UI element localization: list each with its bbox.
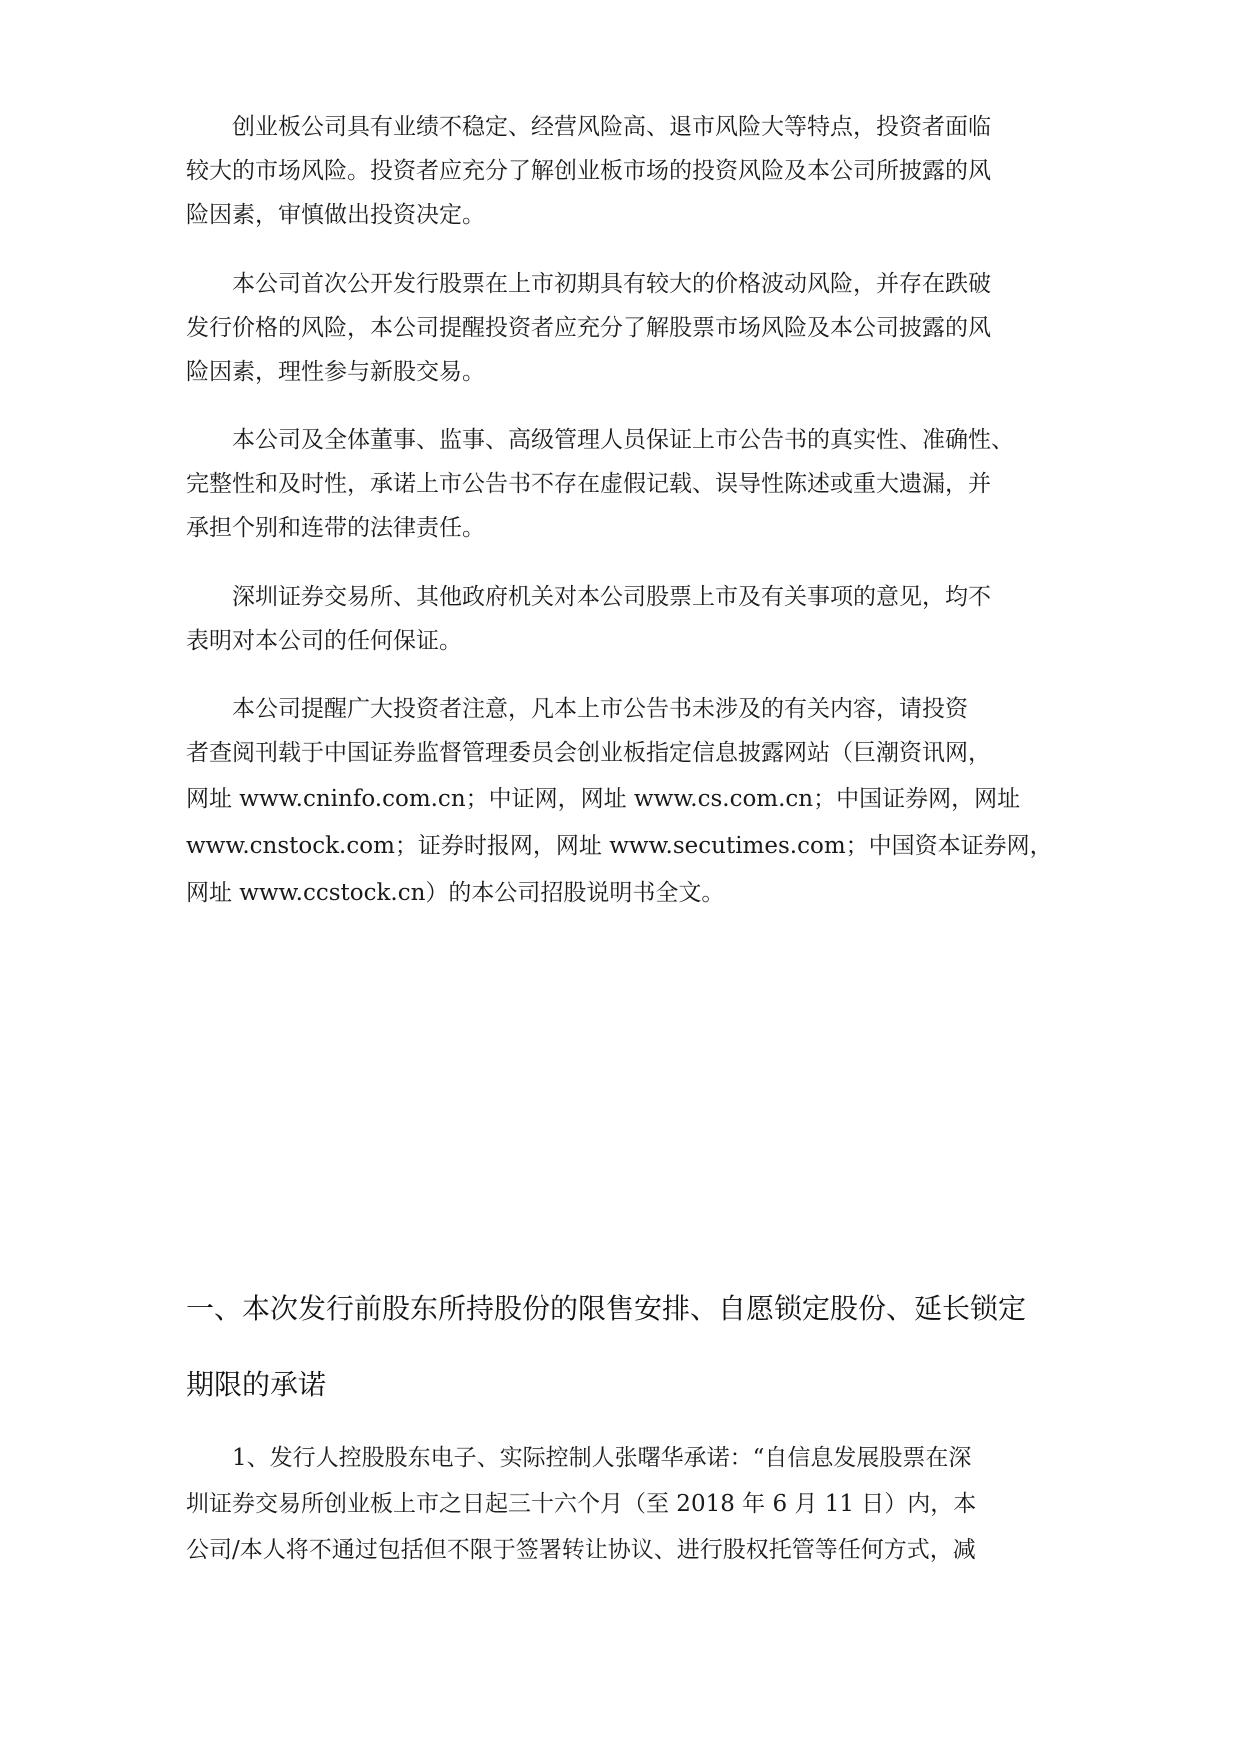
paragraph-line: 本公司提醒广大投资者注意，凡本上市公告书未涉及的有关内容，请投资: [232, 696, 968, 722]
paragraph-line: 网址 www.cninfo.com.cn；中证网，网址 www.cs.com.cn；中国证券网，网址: [186, 786, 1021, 812]
lockup-commitment-paragraph: [186, 1443, 1076, 1573]
responsibility-paragraph: [186, 425, 1076, 545]
exchange-disclaimer-paragraph: [186, 582, 1076, 662]
heading-line: 一、本次发行前股东所持股份的限售安排、自愿锁定股份、延长锁定: [186, 1292, 1027, 1325]
section-heading: [186, 1291, 1076, 1411]
paragraph-line: 表明对本公司的任何保证。: [186, 628, 462, 654]
disclosure-websites-paragraph: [186, 694, 1076, 924]
paragraph-line: 圳证券交易所创业板上市之日起三十六个月（至 2018 年 6 月 11 日）内，本: [186, 1491, 977, 1517]
paragraph-line: 网址 www.ccstock.cn）的本公司招股说明书全文。: [186, 880, 725, 906]
paragraph-line: www.cnstock.com；证券时报网，网址 www.secutimes.com；中国资本证券网，: [186, 833, 1053, 859]
paragraph-line: 1、发行人控股股东电子、实际控制人张曙华承诺：“自信息发展股票在深: [232, 1445, 972, 1471]
paragraph-line: 深圳证券交易所、其他政府机关对本公司股票上市及有关事项的意见，均不: [232, 584, 991, 610]
paragraph-line: 较大的市场风险。投资者应充分了解创业板市场的投资风险及本公司所披露的风: [186, 158, 991, 184]
paragraph-line: 创业板公司具有业绩不稳定、经营风险高、退市风险大等特点，投资者面临: [232, 114, 991, 140]
risk-warning-paragraph: [186, 112, 1076, 232]
paragraph-line: 公司/本人将不通过包括但不限于签署转让协议、进行股权托管等任何方式，减: [186, 1537, 976, 1563]
paragraph-line: 承担个别和连带的法律责任。: [186, 515, 485, 541]
heading-line: 期限的承诺: [186, 1368, 327, 1401]
paragraph-line: 本公司首次公开发行股票在上市初期具有较大的价格波动风险，并存在跌破: [232, 271, 991, 297]
price-volatility-paragraph: [186, 269, 1076, 389]
paragraph-line: 发行价格的风险，本公司提醒投资者应充分了解股票市场风险及本公司披露的风: [186, 315, 991, 341]
paragraph-line: 险因素，审慎做出投资决定。: [186, 202, 485, 228]
paragraph-line: 险因素，理性参与新股交易。: [186, 359, 485, 385]
paragraph-line: 本公司及全体董事、监事、高级管理人员保证上市公告书的真实性、准确性、: [232, 427, 1014, 453]
paragraph-line: 完整性和及时性，承诺上市公告书不存在虚假记载、误导性陈述或重大遗漏，并: [186, 471, 991, 497]
paragraph-line: 者查阅刊载于中国证券监督管理委员会创业板指定信息披露网站（巨潮资讯网，: [186, 740, 991, 766]
